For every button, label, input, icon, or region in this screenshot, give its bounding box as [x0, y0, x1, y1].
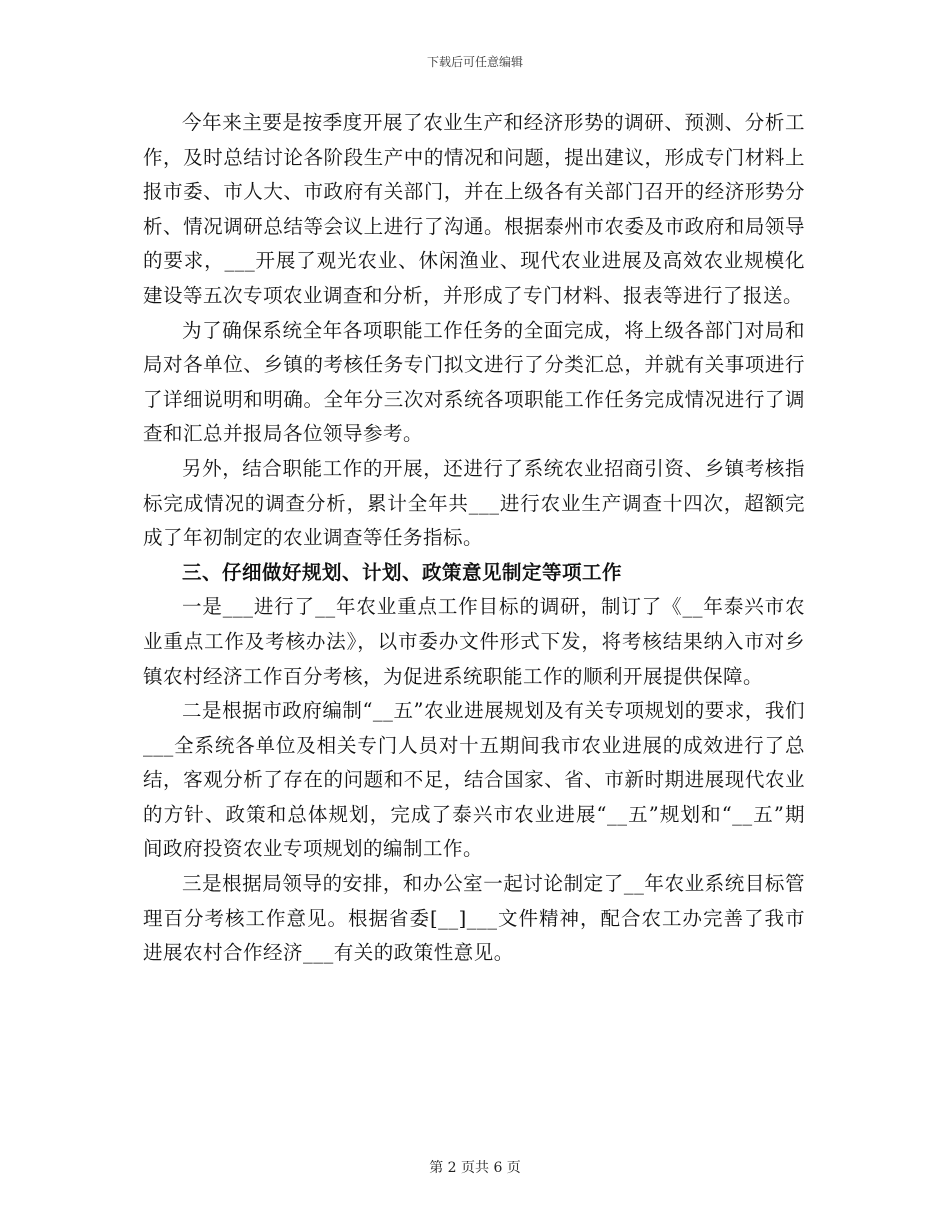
paragraph: 一是___进行了__年农业重点工作目标的调研，制订了《__年泰兴市农业重点工作及考核办法》，以市委办文件形式下发，将考核结果纳入市对乡镇农村经济工作百分考核，为促进系统职能工作的顺利开展提供保障。 — [143, 595, 805, 688]
paragraph: 另外，结合职能工作的开展，还进行了系统农业招商引资、乡镇考核指标完成情况的调查分析，累计全年共___进行农业生产调查十四次，超额完成了年初制定的农业调查等任务指标。 — [143, 456, 805, 550]
paragraph: 为了确保系统全年各项职能工作任务的全面完成，将上级各部门对局和局对各单位、乡镇的考核任务专门拟文进行了分类汇总，并就有关事项进行了详细说明和明确。全年分三次对系统各项职能工作任务完成情况进行了调查和汇总并报局各位领导参考。 — [143, 318, 805, 446]
paragraph: 二是根据市政府编制“__五”农业进展规划及有关专项规划的要求，我们___全系统各单位及相关专门人员对十五期间我市农业进展的成效进行了总结，客观分析了存在的问题和不足，结合国家、省、市新时期进展现代农业的方针、政策和总体规划，完成了泰兴市农业进展“__五”规划和“__五”期间政府投资农业专项规划的编制工作。 — [143, 699, 805, 861]
paragraph: 今年来主要是按季度开展了农业生产和经济形势的调研、预测、分析工作，及时总结讨论各阶段生产中的情况和问题，提出建议，形成专门材料上报市委、市人大、市政府有关部门，并在上级各有关部门召开的经济形势分析、情况调研总结等会议上进行了沟通。根据泰州市农委及市政府和局领导的要求，___开展了观光农业、休闲渔业、现代农业进展及高效农业规模化建设等五次专项农业调查和分析，并形成了专门材料、报表等进行了报送。 — [143, 111, 805, 307]
section-heading: 三、仔细做好规划、计划、政策意见制定等项工作 — [182, 560, 623, 584]
page-header: 下载后可任意编辑 — [426, 55, 523, 69]
page-number: 第 2 页共 6 页 — [429, 1160, 521, 1176]
paragraph: 三是根据局领导的安排，和办公室一起讨论制定了__年农业系统目标管理百分考核工作意见。根据省委[__]___文件精神，配合农工办完善了我市进展农村合作经济___有关的政策性意见。 — [143, 872, 805, 965]
document-body — [143, 106, 805, 971]
